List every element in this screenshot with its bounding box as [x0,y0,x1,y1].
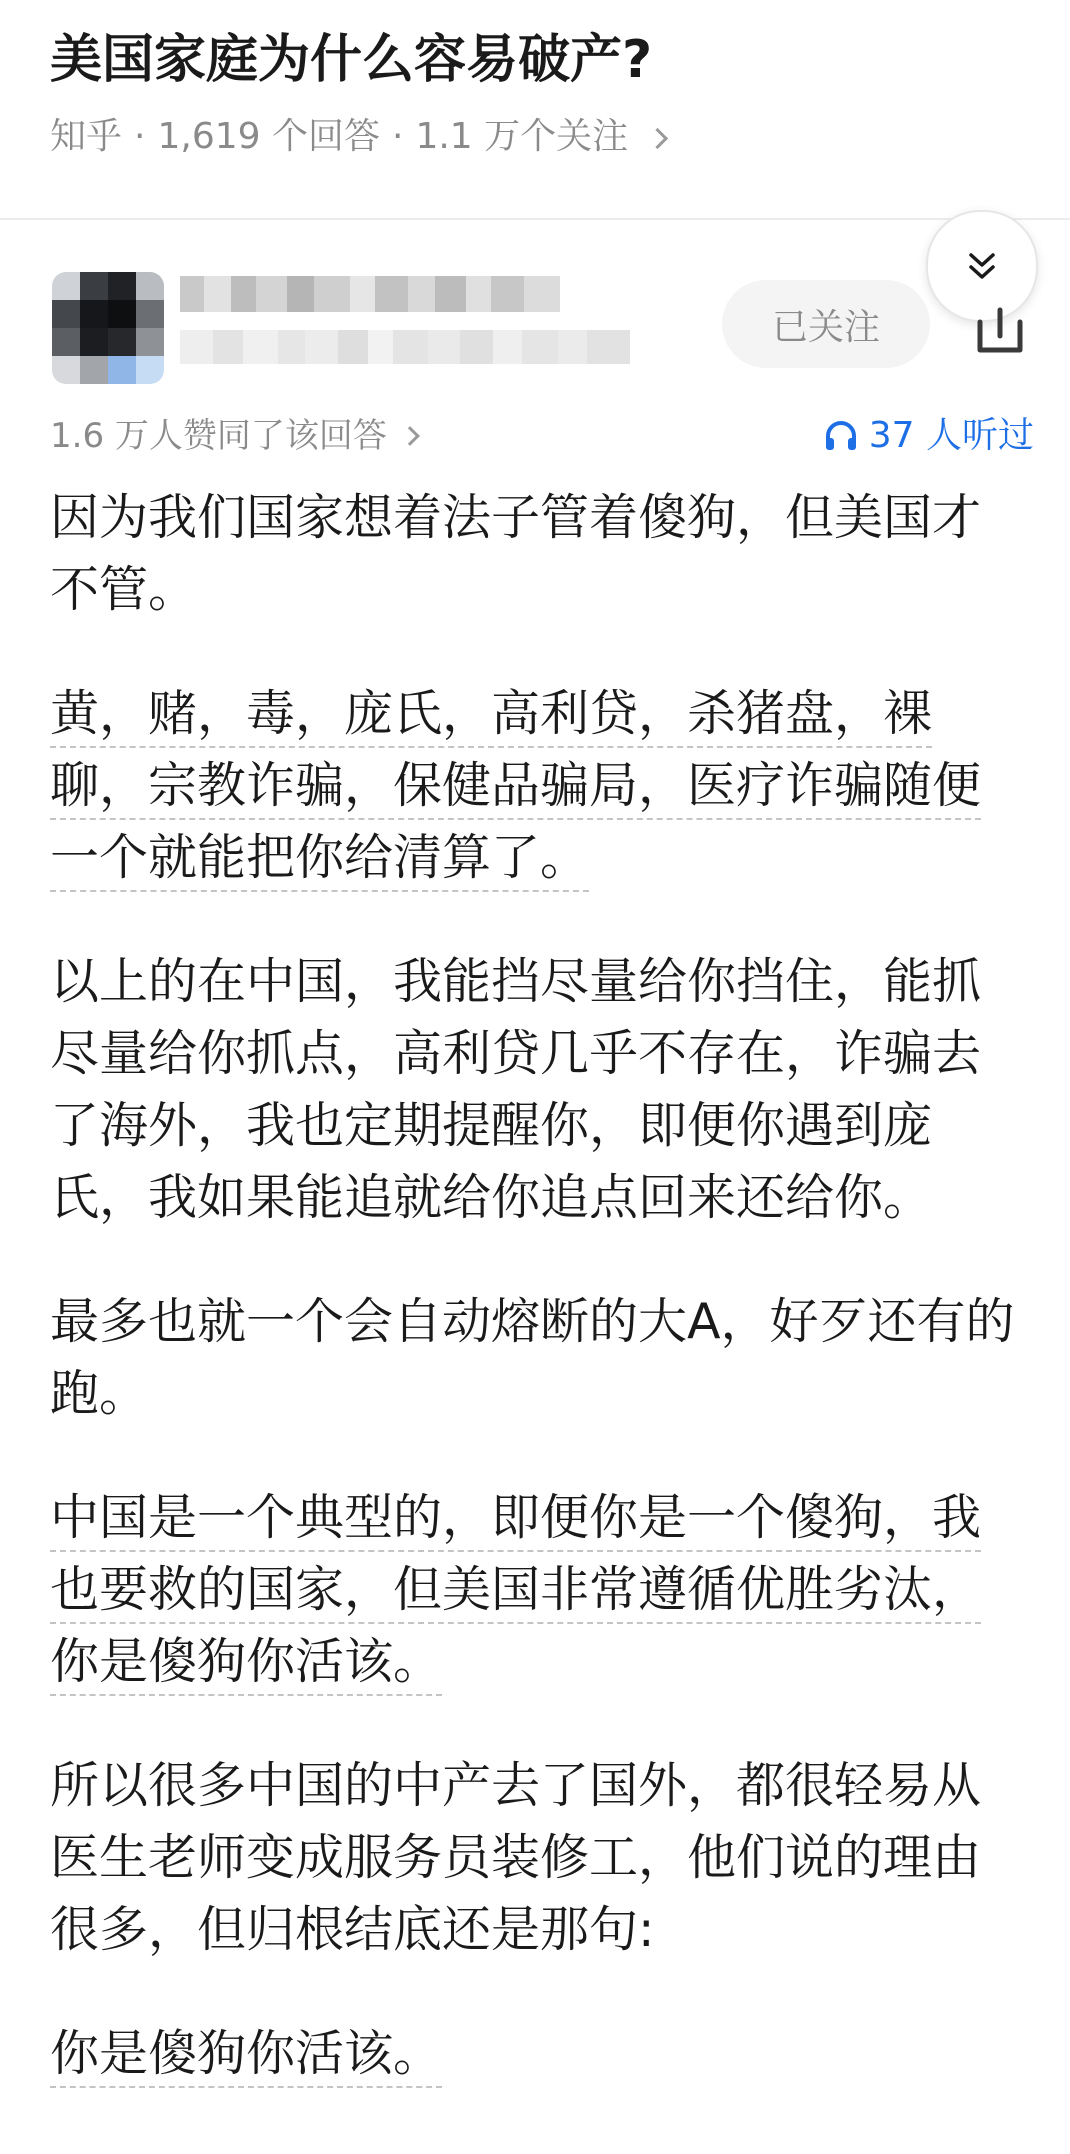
listened-count: 37 人听过 [868,415,1034,456]
chevron-right-icon [647,127,668,148]
avatar[interactable] [52,272,164,384]
answer-stats [0,406,1070,466]
author-row [0,250,1070,390]
answer-paragraph: 最多也就一个会自动熔断的大A，好歹还有的跑。 [50,1293,1015,1422]
question-title[interactable]: 美国家庭为什么容易破产? [50,30,653,90]
answer-paragraph: 你是傻狗你活该。 [50,2025,443,2082]
likes-summary[interactable] [50,406,417,466]
meta-separator: · [134,116,146,157]
source-label: 知乎 [50,116,123,157]
question-meta[interactable] [50,112,665,162]
headphones-icon [823,418,859,454]
chevron-right-icon [400,426,420,446]
answer-paragraph: 中国是一个典型的，即便你是一个傻狗，我也要救的国家，但美国非常遵循优胜劣汰，你是傻狗你活该。 [50,1489,982,1690]
answer-paragraph: 因为我们国家想着法子管着傻狗，但美国才不管。 [50,489,982,618]
follow-button[interactable]: 已关注 [722,280,930,368]
follower-count: 1.1 万个关注 [415,116,629,157]
listen-button[interactable] [823,406,1034,466]
answer-paragraph: 黄，赌，毒，庞氏，高利贷，杀猪盘，裸聊，宗教诈骗，保健品骗局，医疗诈骗随便一个就能把你给清算了。 [50,685,982,886]
answer-body [50,482,1028,2142]
answer-count: 1,619 个回答 [157,116,380,157]
author-name-blurred[interactable] [180,276,560,312]
meta-separator: · [391,116,404,157]
share-icon[interactable] [970,300,1030,360]
question-header [0,0,1070,220]
likes-count: 1.6 万人赞同了该回答 [50,416,387,456]
answer-paragraph: 以上的在中国，我能挡尽量给你挡住，能抓尽量给你抓点，高利贷几乎不存在，诈骗去了海外，我也定期提醒你，即便你遇到庞氏，我如果能追就给你追点回来还给你。 [50,953,982,1226]
author-bio-blurred [180,330,630,364]
answer-paragraph: 所以很多中国的中产去了国外，都很轻易从医生老师变成服务员装修工，他们说的理由很多，但归根结底还是那句: [50,1757,982,1958]
